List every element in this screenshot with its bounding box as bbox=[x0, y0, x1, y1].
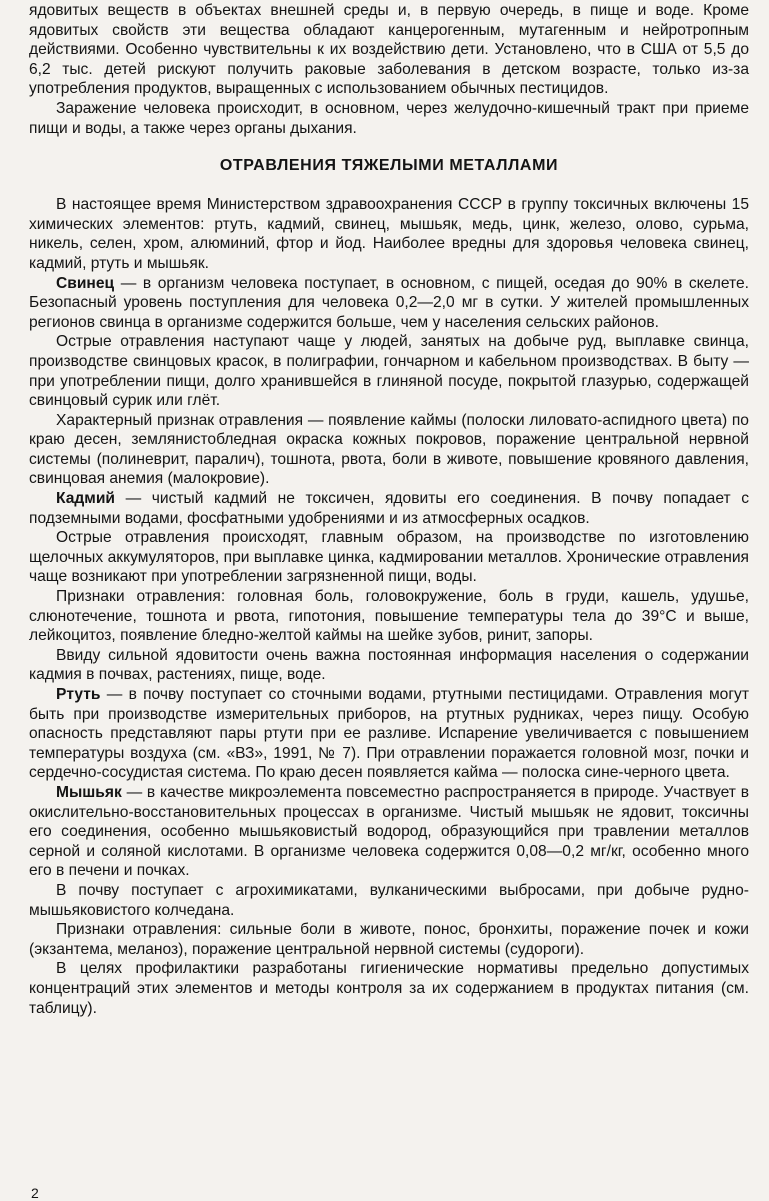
paragraph: Острые отравления наступают чаще у людей, занятых на добыче руд, выплавке свинца, производстве свинцовых красок, в полиграфии, гончарном и кабельном производствах. В быту — при употреблении пищи, долго хранившейся в глиняной посуде, покрытой глазурью, содержащей свинцовый сурик или глёт. bbox=[29, 333, 749, 410]
paragraph: В настоящее время Министерством здравоохранения СССР в группу токсичных включены 15 химических элементов: ртуть, кадмий, свинец, мышьяк, медь, цинк, железо, олово, сурьма, никель, селен, хром, алюминий, фтор и йод. Наиболее вредны для здоровья человека свинец, кадмий, ртуть и мышьяк. bbox=[29, 196, 749, 272]
paragraph-lead: Кадмий — чистый кадмий не токсичен, ядовиты его соединения. В почву попадает с подземными водами, фосфатными удобрениями и из атмосферных осадков. bbox=[29, 490, 749, 527]
paragraph-lead: Свинец — в организм человека поступает, в основном, с пищей, оседая до 90% в скелете. Безопасный уровень поступления для человека 0,2—2,0 мг в сутки. У жителей промышленных регионов свинца в организме содержится больше, чем у населения сельских районов. bbox=[29, 274, 749, 331]
paragraph-lead: Мышьяк — в качестве микроэлемента повсеместно распространяется в природе. Участвует в окислительно-восстановительных процессах в организме. Чистый мышьяк не ядовит, токсичны его соединения, особенно мышьяковистый водород, образующийся при травлении металлов серной и соляной кислотами. В организме человека содержится 0,08—0,2 мг/кг, особенно много его в печени и почках. bbox=[29, 783, 749, 880]
paragraph: Острые отравления происходят, главным образом, на производстве по изготовлению щелочных аккумуляторов, при выплавке цинка, кадмировании металлов. Хронические отравления чаще возникают при употреблении загрязненной пищи, воды. bbox=[29, 529, 749, 586]
paragraph: В целях профилактики разработаны гигиенические нормативы предельно допустимых концентраций этих элементов и методы контроля за их содержанием в продуктах питания (см. таблицу). bbox=[29, 960, 749, 1017]
lead-term: Мышьяк bbox=[56, 783, 122, 801]
page-number: 2 bbox=[31, 1185, 39, 1201]
lead-term: Ртуть bbox=[56, 686, 101, 703]
paragraph: В почву поступает с агрохимикатами, вулканическими выбросами, при добыче рудно-мышьяковистого колчедана. bbox=[29, 881, 749, 919]
paragraph: Ввиду сильной ядовитости очень важна постоянная информация населения о содержании кадмия в почвах, растениях, пище, воде. bbox=[29, 646, 749, 684]
paragraph: Признаки отравления: сильные боли в животе, понос, бронхиты, поражение почек и кожи (экзантема, меланоз), поражение центральной нервной системы (судороги). bbox=[29, 921, 749, 958]
paragraph: ядовитых веществ в объектах внешней среды и, в первую очередь, в пище и воде. Кроме ядовитых свойств эти вещества обладают канцерогенным, мутагенным и нейротропным действиями. Особенно чувствительны к их воздействию дети. Установлено, что в США от 5,5 до 6,2 тыс. детей рискуют получить раковые заболевания в детском возрасте, только из-за употребления продуктов, выращенных с использованием обычных пестицидов. bbox=[29, 2, 749, 98]
paragraph: Признаки отравления: головная боль, головокружение, боль в груди, кашель, удушье, слюнотечение, тошнота и рвота, гипотония, повышение температуры тела до 39°С и выше, лейкоцитоз, появление бледно-желтой каймы на шейке зубов, ринит, запоры. bbox=[29, 588, 749, 645]
lead-term: Свинец bbox=[56, 274, 115, 292]
section-title: ОТРАВЛЕНИЯ ТЯЖЕЛЫМИ МЕТАЛЛАМИ bbox=[219, 157, 559, 175]
paragraph: Заражение человека происходит, в основном, через желудочно-кишечный тракт при приеме пищи и воды, а также через органы дыхания. bbox=[29, 99, 749, 137]
paragraph: Характерный признак отравления — появление каймы (полоски лиловато-аспидного цвета) по краю десен, землянистобледная окраска кожных покровов, поражение центральной нервной системы (полиневрит, паралич), тошнота, рвота, боли в животе, повышение кровяного давления, свинцовая анемия (малокровие). bbox=[29, 411, 749, 488]
lead-term: Кадмий bbox=[56, 490, 115, 508]
paragraph-lead: Ртуть — в почву поступает со сточными водами, ртутными пестицидами. Отравления могут быть при производстве измерительных приборов, на ртутных рудниках, через пищу. Особую опасность представляют пары ртути при ее разливе. Испарение увеличивается с повышением температуры воздуха (см. «ВЗ», 1991, № 7). При отравлении поражается головной мозг, почки и сердечно-сосудистая система. По краю десен появляется кайма — полоска сине-черного цвета. bbox=[29, 686, 749, 782]
